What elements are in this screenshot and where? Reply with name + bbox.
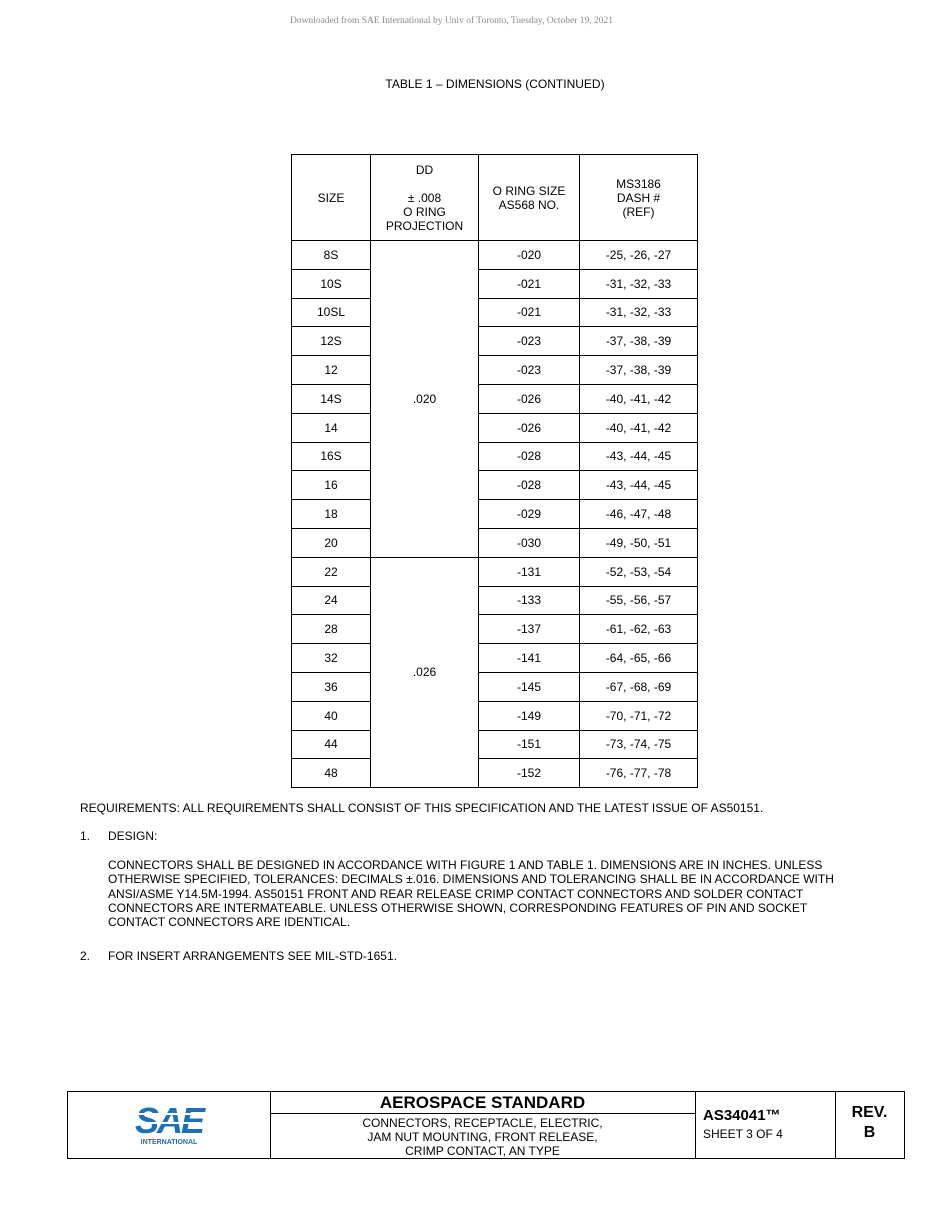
table-row: [292, 413, 698, 442]
cell-size: 10SL: [292, 298, 371, 327]
table-row: [292, 384, 698, 413]
design-line: CONTACT CONNECTORS ARE IDENTICAL.: [108, 915, 351, 930]
cell-dash-numbers: -64, -65, -66: [580, 644, 698, 673]
design-line: CONNECTORS ARE INTERMATEABLE. UNLESS OTHERWISE SHOWN, CORRESPONDING FEATURES OF PIN AND SOCKET: [108, 900, 808, 915]
table-title: TABLE 1 – DIMENSIONS (CONTINUED): [385, 77, 605, 91]
revision-value: B: [863, 1124, 876, 1141]
cell-size: 32: [292, 644, 371, 673]
table-row: [292, 356, 698, 385]
design-line: ANSI/ASME Y14.5M-1994. AS50151 FRONT AND REAR RELEASE CRIMP CONTACT CONNECTORS AND SOLDER CONTACT: [108, 886, 804, 901]
cell-dash-numbers: -46, -47, -48: [580, 500, 698, 529]
sae-logo-cell: [68, 1092, 271, 1158]
table-row: [292, 586, 698, 615]
table-header-row: [292, 155, 698, 241]
cell-size: 28: [292, 615, 371, 644]
sae-logo-mark: SAE: [134, 1100, 204, 1141]
cell-size: 8S: [292, 241, 371, 270]
cell-size: 40: [292, 701, 371, 730]
cell-oring-size: -028: [479, 471, 580, 500]
cell-dash-numbers: -49, -50, -51: [580, 528, 698, 557]
table-row: [292, 298, 698, 327]
cell-dash-numbers: -55, -56, -57: [580, 586, 698, 615]
item-design: [80, 829, 157, 843]
item-number: 2.: [80, 949, 91, 963]
cell-oring-size: -026: [479, 413, 580, 442]
cell-oring-size: -020: [479, 241, 580, 270]
cell-dash-numbers: -61, -62, -63: [580, 615, 698, 644]
table-row: [292, 557, 698, 586]
standard-title: AEROSPACE STANDARD: [270, 1092, 695, 1114]
cell-dash-numbers: -43, -44, -45: [580, 471, 698, 500]
cell-dash-numbers: -73, -74, -75: [580, 730, 698, 759]
item-heading: DESIGN:: [108, 829, 158, 843]
sae-logo: [68, 1092, 270, 1158]
cell-dash-numbers: -40, -41, -42: [580, 384, 698, 413]
header-dd: [371, 155, 479, 241]
cell-oring-size: -023: [479, 356, 580, 385]
cell-size: 12S: [292, 327, 371, 356]
table-row: [292, 269, 698, 298]
cell-dash-numbers: -31, -32, -33: [580, 298, 698, 327]
dimensions-table: [291, 154, 698, 788]
cell-dd-projection: .020: [371, 241, 479, 558]
cell-size: 44: [292, 730, 371, 759]
header-size: SIZE: [292, 155, 371, 241]
table-row: [292, 644, 698, 673]
document-cell: [695, 1092, 836, 1158]
cell-dash-numbers: -70, -71, -72: [580, 701, 698, 730]
header-dd-tolerance: ± .008: [407, 190, 442, 205]
title-block: [67, 1091, 905, 1159]
table-row: [292, 759, 698, 788]
item-heading: FOR INSERT ARRANGEMENTS SEE MIL-STD-1651.: [108, 949, 397, 963]
table-row: [292, 442, 698, 471]
cell-oring-size: -133: [479, 586, 580, 615]
revision-label: REV.: [851, 1104, 888, 1121]
cell-oring-size: -151: [479, 730, 580, 759]
cell-dash-numbers: -76, -77, -78: [580, 759, 698, 788]
requirements-text: REQUIREMENTS: ALL REQUIREMENTS SHALL CONSIST OF THIS SPECIFICATION AND THE LATEST ISSUE OF AS50151.: [80, 801, 764, 815]
cell-size: 12: [292, 356, 371, 385]
table-row: [292, 471, 698, 500]
cell-dd-projection: .026: [371, 557, 479, 787]
cell-size: 10S: [292, 269, 371, 298]
header-dd-label: DD: [415, 162, 434, 177]
cell-dash-numbers: -43, -44, -45: [580, 442, 698, 471]
cell-oring-size: -152: [479, 759, 580, 788]
title-cell: [270, 1092, 696, 1158]
cell-dash-numbers: -67, -68, -69: [580, 672, 698, 701]
cell-oring-size: -131: [479, 557, 580, 586]
table-row: [292, 672, 698, 701]
cell-size: 36: [292, 672, 371, 701]
cell-size: 20: [292, 528, 371, 557]
download-notice: Downloaded from SAE International by Univ of Toronto, Tuesday, October 19, 2021: [289, 16, 614, 26]
cell-oring-size: -021: [479, 269, 580, 298]
cell-dash-numbers: -52, -53, -54: [580, 557, 698, 586]
cell-oring-size: -137: [479, 615, 580, 644]
standard-subtitle: CONNECTORS, RECEPTACLE, ELECTRIC, JAM NUT MOUNTING, FRONT RELEASE, CRIMP CONTACT, AN TYPE: [362, 1116, 603, 1158]
table-row: [292, 241, 698, 270]
cell-oring-size: -021: [479, 298, 580, 327]
cell-oring-size: -023: [479, 327, 580, 356]
cell-oring-size: -030: [479, 528, 580, 557]
cell-size: 24: [292, 586, 371, 615]
header-ms-dash: MS3186 DASH # (REF): [580, 155, 698, 241]
document-number: AS34041™: [703, 1107, 781, 1124]
cell-oring-size: -028: [479, 442, 580, 471]
cell-dash-numbers: -37, -38, -39: [580, 327, 698, 356]
cell-dash-numbers: -37, -38, -39: [580, 356, 698, 385]
design-paragraph: [108, 858, 888, 929]
item-insert-arrangements: [80, 949, 397, 963]
header-oring: O RING SIZE AS568 NO.: [479, 155, 580, 241]
cell-oring-size: -149: [479, 701, 580, 730]
table-row: [292, 528, 698, 557]
design-line: OTHERWISE SPECIFIED, TOLERANCES: DECIMALS ±.016. DIMENSIONS AND TOLERANCING SHALL BE IN ACCORDANCE WITH: [108, 872, 834, 887]
cell-dash-numbers: -31, -32, -33: [580, 269, 698, 298]
design-line: CONNECTORS SHALL BE DESIGNED IN ACCORDANCE WITH FIGURE 1 AND TABLE 1. DIMENSIONS ARE IN INCHES. UNLESS: [108, 858, 823, 872]
cell-oring-size: -145: [479, 672, 580, 701]
table-row: [292, 615, 698, 644]
header-dd-desc-1: O RING: [403, 204, 446, 219]
cell-dash-numbers: -25, -26, -27: [580, 241, 698, 270]
sheet-number: SHEET 3 OF 4: [703, 1127, 783, 1141]
table-row: [292, 701, 698, 730]
cell-size: 14: [292, 413, 371, 442]
table-row: [292, 500, 698, 529]
cell-size: 14S: [292, 384, 371, 413]
cell-size: 48: [292, 759, 371, 788]
header-dd-desc-2: PROJECTION: [385, 218, 464, 233]
cell-oring-size: -141: [479, 644, 580, 673]
cell-oring-size: -029: [479, 500, 580, 529]
cell-size: 22: [292, 557, 371, 586]
cell-size: 16S: [292, 442, 371, 471]
sae-logo-subtext: INTERNATIONAL: [140, 1139, 198, 1146]
cell-size: 18: [292, 500, 371, 529]
table-row: [292, 730, 698, 759]
item-number: 1.: [80, 829, 91, 843]
cell-dash-numbers: -40, -41, -42: [580, 413, 698, 442]
cell-oring-size: -026: [479, 384, 580, 413]
cell-size: 16: [292, 471, 371, 500]
table-row: [292, 327, 698, 356]
revision-cell: [835, 1092, 904, 1158]
